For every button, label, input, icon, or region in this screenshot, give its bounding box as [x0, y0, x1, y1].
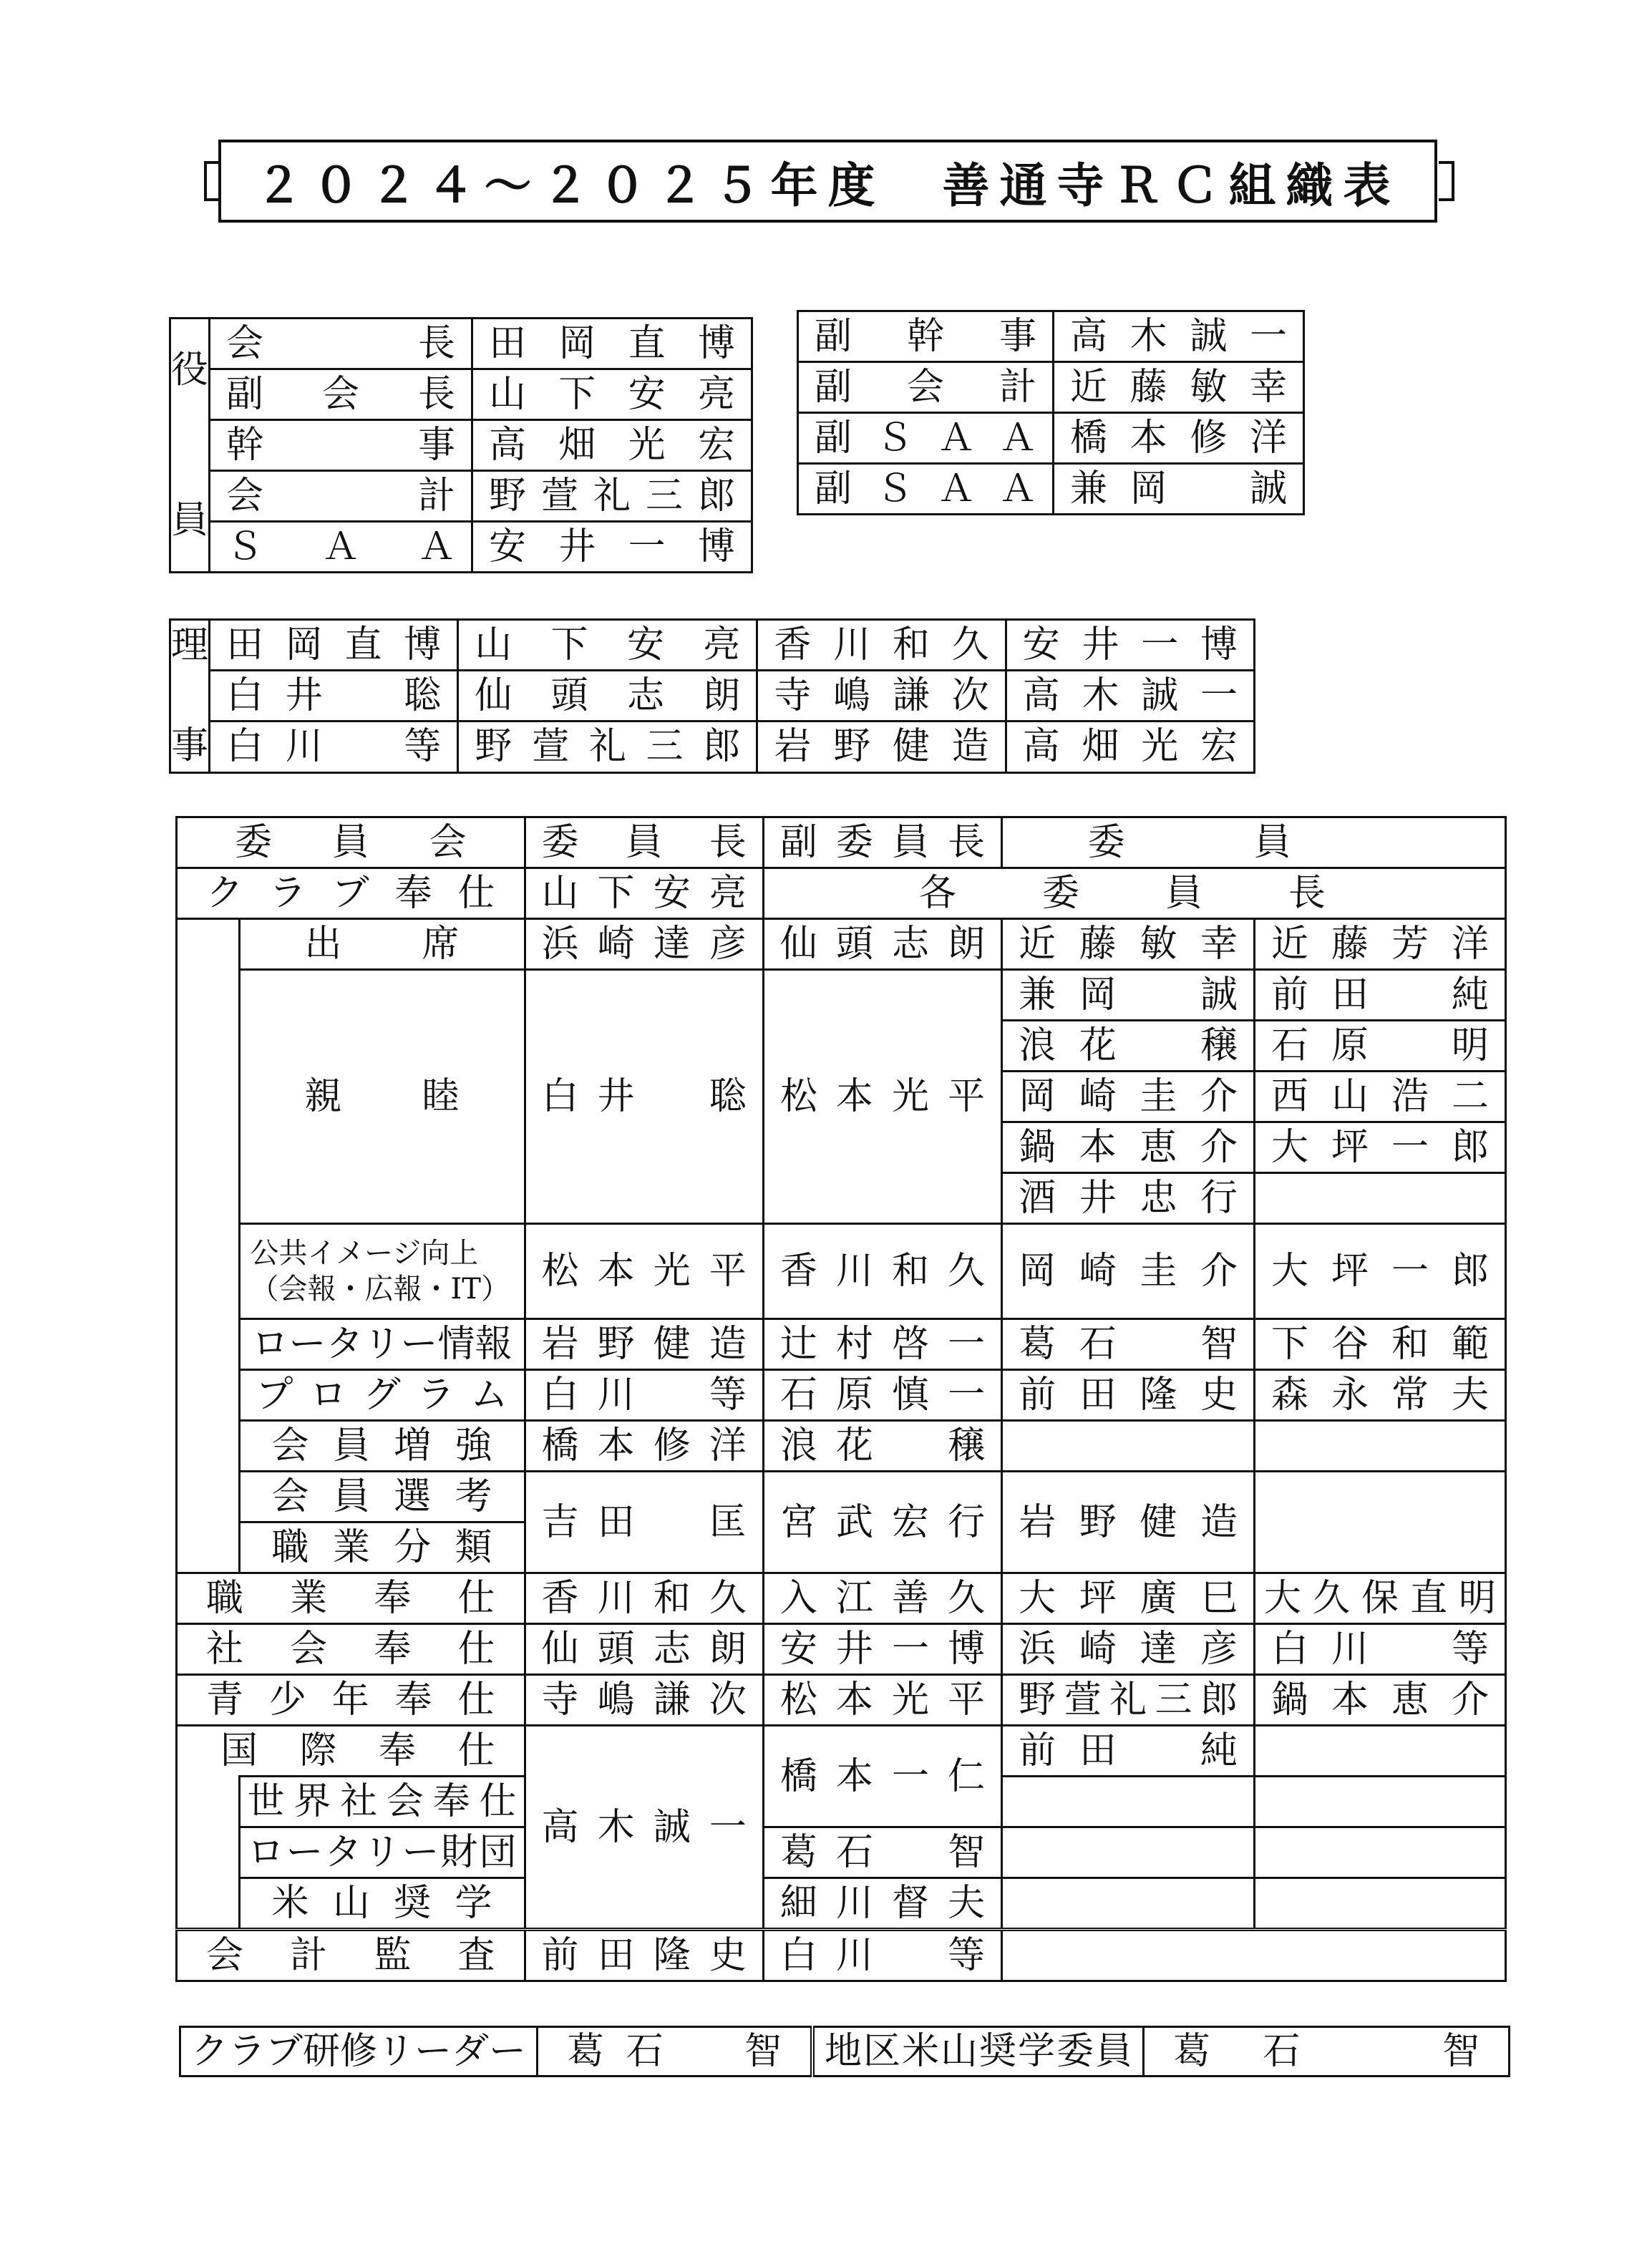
vice-name: 葛石 智: [763, 1827, 1001, 1878]
committee-community: 社会奉仕: [177, 1624, 525, 1675]
member-name: 鍋本恵介: [1002, 1122, 1255, 1173]
member-name: 石原 明: [1255, 1021, 1506, 1072]
member-empty: [1002, 1421, 1255, 1472]
chair-name: 白井 聡: [525, 970, 763, 1224]
header-committee: 委員会: [177, 817, 525, 868]
committee-vocational: 職業奉仕: [177, 1573, 525, 1624]
director-name: 野萱礼三郎: [458, 722, 757, 772]
deputy-role: 副ＳＡＡ: [798, 464, 1054, 515]
officers-table: [169, 317, 753, 573]
member-name: 前田 純: [1255, 970, 1506, 1021]
committee-membership: 会員増強: [239, 1421, 525, 1472]
committee-public-image: 公共イメージ向上 （会報・広報・IT）: [239, 1224, 525, 1319]
member-name: 大坪一郎: [1255, 1122, 1506, 1173]
officer-name: 安井一博: [472, 522, 752, 573]
vice-name: 宮武宏行: [763, 1472, 1001, 1573]
director-name: 寺嶋謙次: [757, 671, 1006, 722]
member-empty: [1002, 1930, 1506, 1981]
member-name: 岡崎圭介: [1002, 1224, 1255, 1319]
committee-classification: 職業分類: [239, 1522, 525, 1573]
committee-selection: 会員選考: [239, 1472, 525, 1522]
committee-fellowship: 親睦: [239, 970, 525, 1224]
vice-name: 細川督夫: [763, 1878, 1001, 1930]
deputy-name: 橋本修洋: [1054, 413, 1304, 464]
member-name: 浜崎達彦: [1002, 1624, 1255, 1675]
vice-name: 安井一博: [763, 1624, 1001, 1675]
deputy-name: 高木誠一: [1054, 311, 1304, 362]
chair-name: 岩野健造: [525, 1319, 763, 1370]
committee-international: 国際奉仕: [177, 1726, 525, 1777]
member-name: 野萱礼三郎: [1002, 1675, 1255, 1726]
member-name: 白川 等: [1255, 1624, 1506, 1675]
member-empty: [1002, 1827, 1255, 1878]
committee-yoneyama: 米山奨学: [239, 1878, 525, 1930]
member-name: 下谷和範: [1255, 1319, 1506, 1370]
title-bracket-left: [204, 161, 220, 201]
member-name: 岡崎圭介: [1002, 1072, 1255, 1122]
header-chair: 委員長: [525, 817, 763, 868]
header-vice: 副委員長: [763, 817, 1001, 868]
chair-name: 山下安亮: [525, 868, 763, 919]
deputy-name: 近藤敏幸: [1054, 362, 1304, 413]
chair-name: 吉田 匡: [525, 1472, 763, 1573]
vice-name: 香川和久: [763, 1224, 1001, 1319]
chair-name: 寺嶋謙次: [525, 1675, 763, 1726]
committee-attendance: 出席: [239, 919, 525, 970]
member-name: 近藤敏幸: [1002, 919, 1255, 970]
committee-program: プログラム: [239, 1370, 525, 1421]
member-name: 前田 純: [1002, 1726, 1255, 1777]
director-name: 仙頭志朗: [458, 671, 757, 722]
committee-audit: 会計監査: [177, 1930, 525, 1981]
deputy-role: 副会計: [798, 362, 1054, 413]
officer-name: 高畑光宏: [472, 420, 752, 471]
officer-role: 副会長: [210, 369, 472, 420]
member-empty: [1255, 1726, 1506, 1777]
chair-name: 橋本修洋: [525, 1421, 763, 1472]
member-empty: [1255, 1472, 1506, 1573]
members-note: 各 委 員 長: [763, 868, 1505, 919]
officer-name: 田岡直博: [472, 319, 752, 369]
deputies-table: [797, 310, 1305, 515]
member-name: 前田隆史: [1002, 1370, 1255, 1421]
header-members: 委員: [1002, 817, 1506, 868]
vice-name: 松本光平: [763, 970, 1001, 1224]
club-service-indent: [177, 919, 240, 1573]
director-name: 白井 聡: [210, 671, 458, 722]
member-empty: [1255, 1878, 1506, 1930]
training-leader-name: 葛石 智: [538, 2027, 813, 2076]
member-name: [1255, 1173, 1506, 1224]
director-name: 安井一博: [1006, 620, 1254, 671]
director-name: 高木誠一: [1006, 671, 1254, 722]
member-name: 近藤芳洋: [1255, 919, 1506, 970]
deputy-role: 副幹事: [798, 311, 1054, 362]
committee-club-service: クラブ奉仕: [177, 868, 525, 919]
director-name: 香川和久: [757, 620, 1006, 671]
vice-name: 橋本一仁: [763, 1726, 1001, 1827]
deputy-role: 副ＳＡＡ: [798, 413, 1054, 464]
officer-name: 野萱礼三郎: [472, 471, 752, 522]
committee-world-community: 世界社会奉仕: [239, 1777, 525, 1827]
directors-table: [169, 618, 1255, 774]
director-name: 山下安亮: [458, 620, 757, 671]
committee-rotary-foundation: ロータリー財団: [239, 1827, 525, 1878]
committee-youth: 青少年奉仕: [177, 1675, 525, 1726]
member-empty: [1002, 1777, 1255, 1827]
member-name: 森永常夫: [1255, 1370, 1506, 1421]
member-name: 大坪廣巳: [1002, 1573, 1255, 1624]
member-name: 兼岡 誠: [1002, 970, 1255, 1021]
vice-name: 辻村啓一: [763, 1319, 1001, 1370]
officer-name: 山下安亮: [472, 369, 752, 420]
chair-name: 仙頭志朗: [525, 1624, 763, 1675]
chair-name: 香川和久: [525, 1573, 763, 1624]
chair-name: 浜崎達彦: [525, 919, 763, 970]
directors-side-label: 理 事: [170, 620, 210, 773]
director-name: 岩野健造: [757, 722, 1006, 772]
officer-role: 会計: [210, 471, 472, 522]
footer-table: [179, 2026, 1510, 2077]
member-name: 酒井忠行: [1002, 1173, 1255, 1224]
director-name: 白川 等: [210, 722, 458, 772]
committee-rotary-info: ロータリー情報: [239, 1319, 525, 1370]
director-name: 田岡直博: [210, 620, 458, 671]
vice-name: 浪花 穣: [763, 1421, 1001, 1472]
yoneyama-name: 葛石 智: [1144, 2027, 1510, 2076]
vice-name: 白川 等: [763, 1930, 1001, 1981]
member-empty: [1255, 1827, 1506, 1878]
member-name: 大久保直明: [1255, 1573, 1506, 1624]
chair-name: 高木誠一: [525, 1726, 763, 1930]
officers-side-label: 役 員: [170, 319, 210, 573]
officer-role: 会長: [210, 319, 472, 369]
international-indent: [177, 1777, 240, 1930]
member-name: 大坪一郎: [1255, 1224, 1506, 1319]
vice-name: 石原慎一: [763, 1370, 1001, 1421]
member-name: 葛石 智: [1002, 1319, 1255, 1370]
officer-role: ＳＡＡ: [210, 522, 472, 573]
vice-name: 入江善久: [763, 1573, 1001, 1624]
chair-name: 白川 等: [525, 1370, 763, 1421]
vice-name: 松本光平: [763, 1675, 1001, 1726]
training-leader-label: クラブ研修リーダー: [180, 2027, 538, 2076]
member-empty: [1002, 1878, 1255, 1930]
page-title: ２０２４～２０２５年度 善通寺ＲＣ組織表: [218, 140, 1437, 223]
chair-name: 前田隆史: [525, 1930, 763, 1981]
member-empty: [1255, 1777, 1506, 1827]
director-name: 高畑光宏: [1006, 722, 1254, 772]
member-name: 浪花 穣: [1002, 1021, 1255, 1072]
title-bracket-right: [1439, 161, 1454, 201]
member-name: 鍋本恵介: [1255, 1675, 1506, 1726]
vice-name: 仙頭志朗: [763, 919, 1001, 970]
officer-role: 幹事: [210, 420, 472, 471]
committees-table: [175, 816, 1507, 1982]
member-name: 岩野健造: [1002, 1472, 1255, 1573]
deputy-name: 兼岡 誠: [1054, 464, 1304, 515]
member-name: 西山浩二: [1255, 1072, 1506, 1122]
chair-name: 松本光平: [525, 1224, 763, 1319]
member-empty: [1255, 1421, 1506, 1472]
yoneyama-label: 地区米山奨学委員: [812, 2027, 1144, 2076]
